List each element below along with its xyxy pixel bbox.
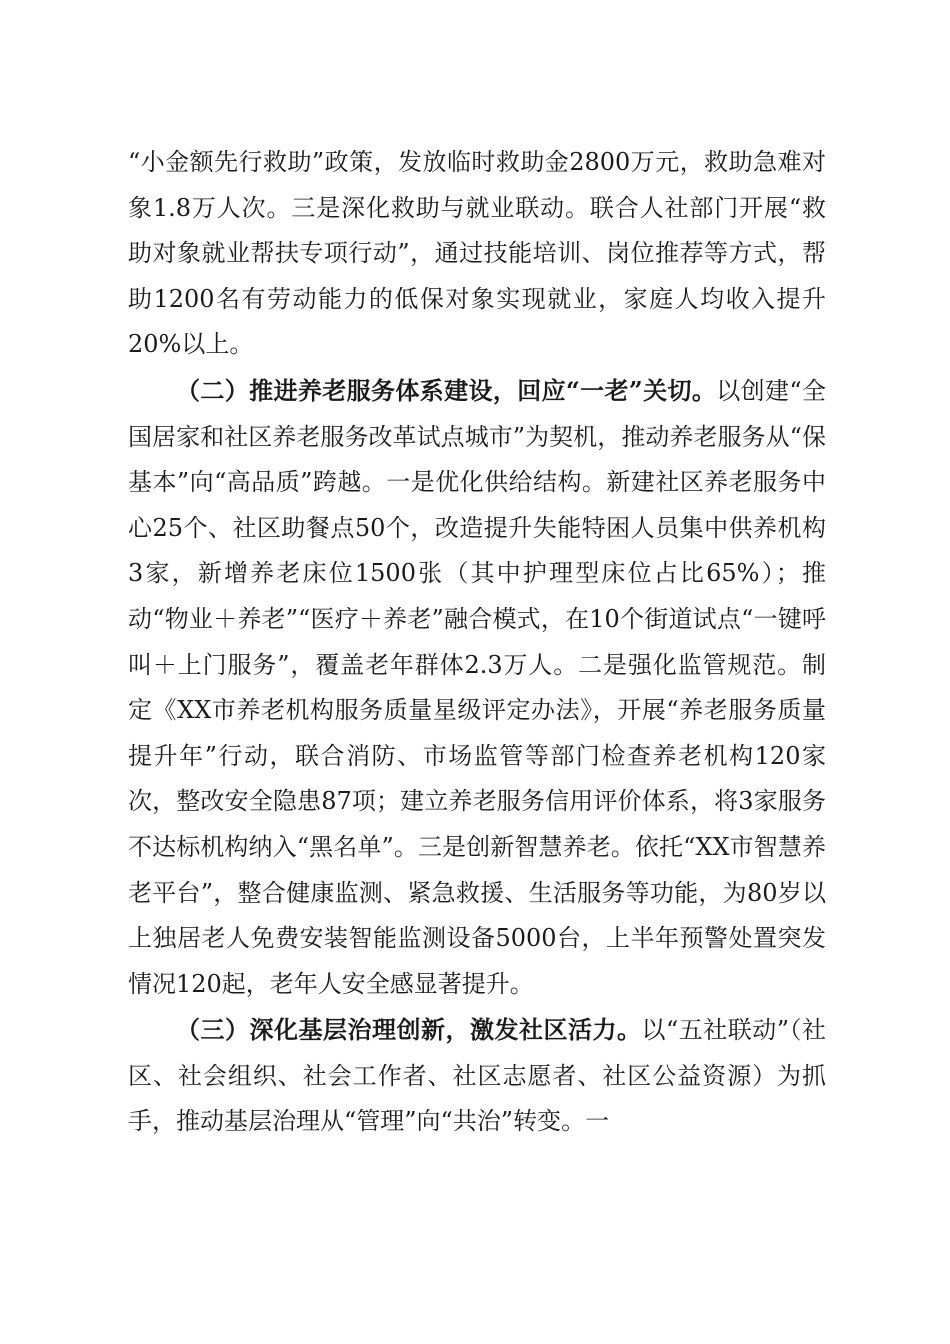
document-body — [128, 140, 826, 1145]
paragraph-continued — [128, 140, 826, 368]
section-heading: （三）深化基层治理创新，激发社区活力。 — [176, 1015, 642, 1045]
paragraph-elderly-care — [128, 368, 826, 1007]
paragraph-body: 以“五社联动”（社区、社会组织、社会工作者、社区志愿者、社区公益资源）为抓手，推动基层治理从“管理”向“共治”转变。一 — [128, 1016, 826, 1136]
paragraph-body: “小金额先行救助”政策，发放临时救助金2800万元，救助急难对象1.8万人次。三是深化救助与就业联动。联合人社部门开展“救助对象就业帮扶专项行动”，通过技能培训、岗位推荐等方式，帮助1200名有劳动能力的低保对象实现就业，家庭人均收入提升20%以上。 — [128, 148, 826, 359]
paragraph-body: 以创建“全国居家和社区养老服务改革试点城市”为契机，推动养老服务从“保基本”向“高品质”跨越。一是优化供给结构。新建社区养老服务中心25个、社区助餐点50个，改造提升失能特困人员集中供养机构3家，新增养老床位1500张（其中护理型床位占比65%）；推动“物业＋养老”“医疗＋养老”融合模式，在10个街道试点“一键呼叫＋上门服务”，覆盖老年群体2.3万人。二是强化监管规范。制定《XX市养老机构服务质量星级评定办法》，开展“养老服务质量提升年”行动，联合消防、市场监管等部门检查养老机构120家次，整改安全隐患87项；建立养老服务信用评价体系，将3家服务不达标机构纳入“黑名单”。三是创新智慧养老。依托“XX市智慧养老平台”，整合健康监测、紧急救援、生活服务等功能，为80岁以上独居老人免费安装智能监测设备5000台，上半年预警处置突发情况120起，老年人安全感显著提升。 — [128, 376, 827, 998]
section-heading: （二）推进养老服务体系建设，回应“一老”关切。 — [176, 375, 717, 405]
paragraph-grassroots-governance — [128, 1007, 826, 1145]
